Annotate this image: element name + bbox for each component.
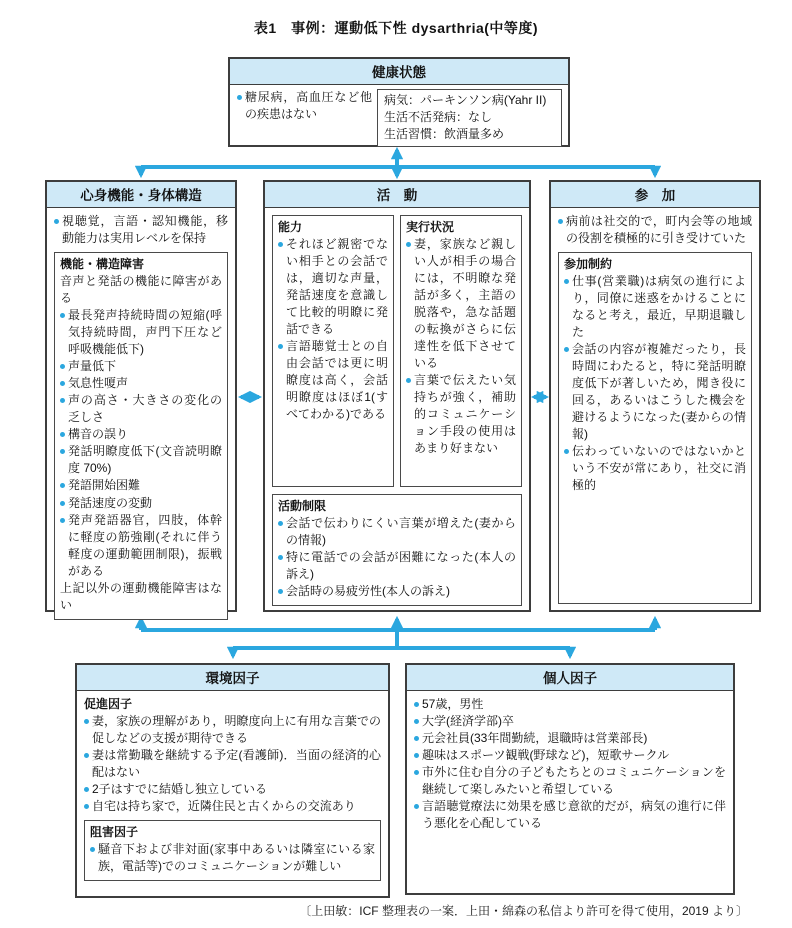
impairment-lead: 音声と発話の機能に障害がある: [60, 274, 222, 306]
list-item: [90, 841, 375, 875]
body-function-notes-list: [54, 213, 228, 247]
bullet-icon: [558, 219, 563, 224]
facilitators-title: 促進因子: [84, 697, 133, 711]
list-item-text: 仕事(営業職)は病気の進行により，同僚に迷惑をかけることになると考え，最近，早期退職した: [572, 274, 746, 340]
list-item: [84, 781, 381, 798]
list-item-text: 発話明瞭度低下(文音読明瞭度 70%): [68, 444, 222, 476]
impairment-note: 上記以外の運動機能障害はない: [60, 580, 222, 612]
health-condition-box: [228, 57, 570, 147]
list-item-text: 糖尿病，高血圧など他の疾患はない: [245, 90, 372, 122]
bullet-icon: [54, 219, 59, 224]
list-item-text: 会話の内容が複雑だったり，長時間にわたると，特に発話明瞭度低下が著しいため，聞き役に回る，あるいはこうした機会を避けるようになった(妻からの情報): [572, 342, 746, 442]
list-item-text: 妻は常勤職を継続する予定(看護師)．当面の経済的心配はない: [92, 748, 381, 780]
health-notes-list: [237, 89, 372, 147]
list-item: [414, 747, 726, 764]
list-item: [60, 512, 222, 580]
capacity-title: 能力: [278, 220, 303, 234]
list-item: [406, 372, 516, 457]
list-item-text: 妻，家族など親しい人が相手の場合には，不明瞭な発話が多く，主語の脱落や，急な話題の転換がさらに伝達性を低下させている: [414, 237, 516, 371]
bullet-icon: [84, 719, 89, 724]
performance-title: 実行状況: [406, 220, 455, 234]
list-item: [564, 273, 746, 341]
participation-header: 参 加: [551, 182, 759, 208]
body-function-box: [45, 180, 237, 612]
list-item: [414, 764, 726, 798]
list-item: [60, 358, 222, 375]
list-item-text: 伝わっていないのではないかという不安が常にあり，社交に消極的: [572, 444, 746, 493]
bullet-icon: [406, 378, 411, 383]
list-item: [60, 307, 222, 358]
list-item: [406, 236, 516, 372]
impairment-title: 機能・構造障害: [60, 257, 145, 272]
capacity-box: [272, 215, 394, 487]
list-item-text: 趣味はスポーツ観戦(野球など)，短歌サークル: [422, 748, 670, 763]
figure-title: 表1 事例：運動低下性 dysarthria(中等度): [253, 20, 539, 36]
bullet-icon: [414, 804, 419, 809]
bullet-icon: [60, 432, 65, 437]
body-function-header: 心身機能・身体構造: [47, 182, 235, 208]
list-item-text: 言葉で伝えたい気持ちが強く，補助的コミュニケーション手段の使用はあまり好まない: [414, 373, 516, 456]
detail-line: 生活習慣：飲酒量多め: [384, 127, 505, 142]
environment-header: 環境因子: [77, 665, 388, 691]
bullet-icon: [564, 449, 569, 454]
bullet-icon: [60, 398, 65, 403]
list-item-text: 発話速度の変動: [68, 495, 153, 510]
list-item: [414, 696, 726, 713]
list-item: [84, 798, 381, 815]
bullet-icon: [414, 736, 419, 741]
bullet-icon: [278, 521, 283, 526]
bullet-icon: [90, 847, 95, 852]
list-item-text: 会話で伝わりにくい言葉が増えた(妻からの情報): [286, 516, 516, 548]
participation-notes-list: [558, 213, 752, 247]
bullet-icon: [84, 804, 89, 809]
performance-list: [406, 236, 516, 457]
list-item: [60, 392, 222, 426]
list-item-text: 最長発声持続時間の短縮(呼気持続時間，声門下圧など呼吸機能低下): [68, 308, 222, 357]
bullet-icon: [278, 242, 283, 247]
bullet-icon: [414, 770, 419, 775]
activity-limitation-list: [278, 515, 516, 600]
list-item: [84, 713, 381, 747]
disease-detail-box: [377, 89, 562, 147]
list-item-text: 病前は社交的で，町内会等の地域の役割を積極的に引き受けていた: [566, 214, 752, 246]
list-item: [54, 213, 228, 247]
participation-restriction-list: [564, 273, 746, 494]
bullet-icon: [564, 347, 569, 352]
health-condition-header: 健康状態: [230, 59, 568, 85]
bullet-icon: [406, 242, 411, 247]
bullet-icon: [278, 589, 283, 594]
detail-line: 生活不活発病：なし: [384, 110, 493, 125]
list-item-text: 発語開始困難: [68, 478, 141, 493]
bullet-icon: [60, 313, 65, 318]
list-item-text: 元会社員(33年間勤続，退職時は営業部長): [422, 731, 648, 746]
list-item: [278, 338, 388, 423]
list-item-text: 発声発語器官，四肢，体幹に軽度の筋強剛(それに伴う軽度の運動範囲制限)，振戦がある: [68, 512, 222, 578]
bullet-icon: [278, 344, 283, 349]
citation-text: 〔上田敏：ICF 整理表の一案．上田・綿森の私信より許可を得て使用，2019 より〕: [299, 904, 748, 918]
list-item-text: 声量低下: [68, 359, 117, 374]
bullet-icon: [414, 753, 419, 758]
capacity-list: [278, 236, 388, 423]
personal-list: [414, 696, 726, 832]
list-item-text: 気息性嗄声: [68, 376, 129, 391]
personal-box: [405, 663, 735, 895]
list-item-text: 妻，家族の理解があり，明瞭度向上に有用な言葉での促しなどの支援が期待できる: [92, 714, 381, 746]
bullet-icon: [60, 518, 65, 523]
bullet-icon: [564, 279, 569, 284]
list-item: [60, 443, 222, 477]
list-item-text: 自宅は持ち家で，近隣住民と古くからの交流あり: [92, 799, 356, 814]
performance-box: [400, 215, 522, 487]
bullet-icon: [60, 449, 65, 454]
list-item-text: 大学(経済学部)卒: [422, 714, 514, 729]
list-item: [414, 713, 726, 730]
list-item: [60, 375, 222, 392]
impairment-list: [60, 307, 222, 580]
activity-limitation-box: [272, 494, 522, 606]
bullet-icon: [278, 555, 283, 560]
barriers-list: [90, 841, 375, 875]
list-item: [278, 549, 516, 583]
bullet-icon: [60, 501, 65, 506]
bullet-icon: [84, 753, 89, 758]
list-item-text: 視聴覚，言語・認知機能，移動能力は実用レベルを保持: [62, 214, 228, 246]
bullet-icon: [237, 95, 242, 100]
list-item-text: 2子はすでに結婚し独立している: [92, 782, 268, 797]
detail-line: 病気：パーキンソン病(Yahr II): [384, 93, 547, 107]
list-item: [414, 730, 726, 747]
list-item-text: それほど親密でない相手との会話では，適切な声量，発話速度を意識して比較的明瞭に発話できる: [286, 237, 388, 337]
bullet-icon: [414, 719, 419, 724]
impairment-box: [54, 252, 228, 620]
activity-box: [263, 180, 531, 612]
bullet-icon: [60, 381, 65, 386]
list-item: [60, 495, 222, 512]
activity-header: 活 動: [265, 182, 529, 208]
list-item-text: 構音の誤り: [68, 427, 129, 442]
list-item: [237, 89, 372, 123]
bullet-icon: [414, 702, 419, 707]
list-item-text: 言語聴覚療法に効果を感じ意欲的だが，病気の進行に伴う悪化を心配している: [422, 799, 726, 831]
list-item: [564, 341, 746, 443]
activity-limitation-title: 活動制限: [278, 499, 327, 513]
list-item-text: 言語聴覚士との自由会話では更に明瞭度は高く，会話明瞭度はほぼ1(すべてわかる)である: [286, 339, 388, 422]
list-item: [414, 798, 726, 832]
list-item-text: 会話時の易疲労性(本人の訴え): [286, 584, 450, 599]
bullet-icon: [84, 787, 89, 792]
list-item-text: 57歳，男性: [422, 697, 484, 711]
list-item-text: 騒音下および非対面(家事中あるいは隣室にいる家族，電話等)でのコミュニケーションが難しい: [98, 842, 375, 874]
barriers-title: 阻害因子: [90, 825, 139, 840]
facilitators-list: [84, 713, 381, 815]
bullet-icon: [60, 483, 65, 488]
bullet-icon: [60, 364, 65, 369]
list-item: [278, 515, 516, 549]
list-item: [278, 236, 388, 338]
participation-restriction-title: 参加制約: [564, 257, 613, 272]
list-item-text: 市外に住む自分の子どもたちとのコミュニケーションを継続して楽しみたいと希望している: [422, 765, 726, 797]
list-item: [84, 747, 381, 781]
personal-header: 個人因子: [407, 665, 733, 691]
list-item-text: 声の高さ・大きさの変化の乏しさ: [68, 393, 222, 425]
environment-box: [75, 663, 390, 898]
list-item: [278, 583, 516, 600]
barriers-box: [84, 820, 381, 881]
list-item: [564, 443, 746, 494]
list-item: [60, 477, 222, 494]
participation-restriction-box: [558, 252, 752, 604]
list-item-text: 特に電話での会話が困難になった(本人の訴え): [286, 550, 516, 582]
list-item: [60, 426, 222, 443]
participation-box: [549, 180, 761, 612]
list-item: [558, 213, 752, 247]
